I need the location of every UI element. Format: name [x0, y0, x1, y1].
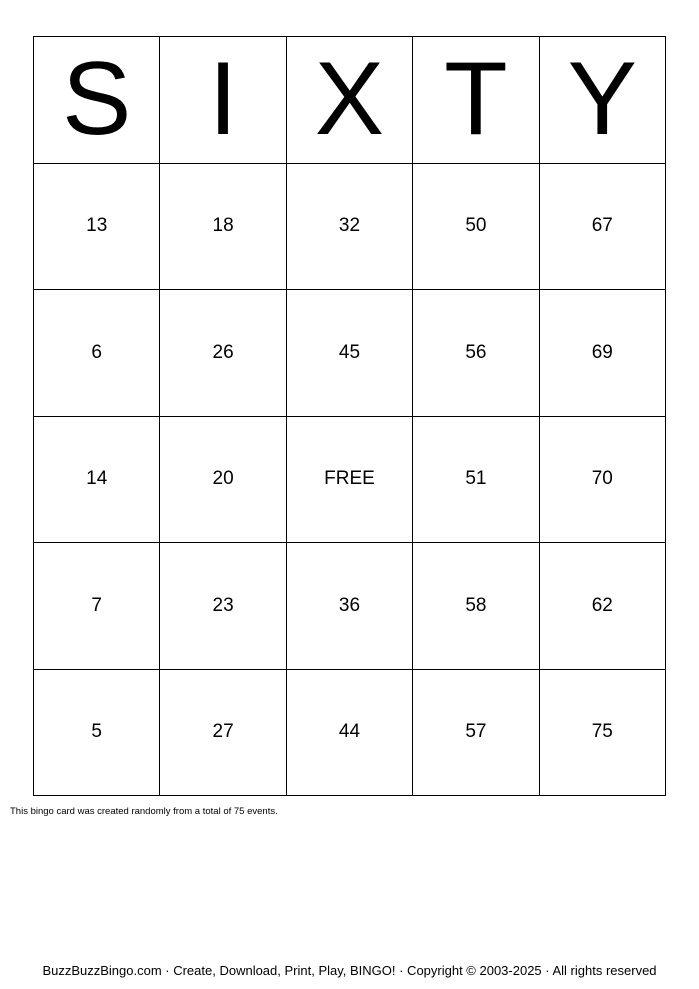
- footer-text: BuzzBuzzBingo.com · Create, Download, Print, Play, BINGO! · Copyright © 2003-2025 · All rights reserved: [42, 963, 657, 978]
- bingo-cell: 75: [540, 670, 666, 797]
- bingo-cell: 62: [540, 543, 666, 670]
- bingo-cell: 58: [413, 543, 539, 670]
- bingo-cell: 18: [160, 164, 286, 291]
- bingo-cell: 67: [540, 164, 666, 291]
- bingo-cell: 70: [540, 417, 666, 544]
- free-space-cell: FREE: [287, 417, 413, 544]
- bingo-cell: 6: [34, 290, 160, 417]
- bingo-cell: 20: [160, 417, 286, 544]
- bingo-cell: 51: [413, 417, 539, 544]
- bingo-cell: 32: [287, 164, 413, 291]
- header-cell-x: X: [287, 37, 413, 164]
- bingo-cell: 44: [287, 670, 413, 797]
- bingo-cell: 7: [34, 543, 160, 670]
- card-note: This bingo card was created randomly from a total of 75 events.: [10, 806, 278, 817]
- bingo-cell: 13: [34, 164, 160, 291]
- header-cell-y: Y: [540, 37, 666, 164]
- bingo-cell: 36: [287, 543, 413, 670]
- bingo-card: [33, 36, 666, 796]
- bingo-cell: 50: [413, 164, 539, 291]
- header-cell-t: T: [413, 37, 539, 164]
- bingo-cell: 26: [160, 290, 286, 417]
- header-cell-i: I: [160, 37, 286, 164]
- bingo-cell: 23: [160, 543, 286, 670]
- bingo-cell: 56: [413, 290, 539, 417]
- bingo-cell: 5: [34, 670, 160, 797]
- bingo-cell: 27: [160, 670, 286, 797]
- header-cell-s: S: [34, 37, 160, 164]
- bingo-cell: 45: [287, 290, 413, 417]
- bingo-cell: 57: [413, 670, 539, 797]
- bingo-cell: 14: [34, 417, 160, 544]
- bingo-cell: 69: [540, 290, 666, 417]
